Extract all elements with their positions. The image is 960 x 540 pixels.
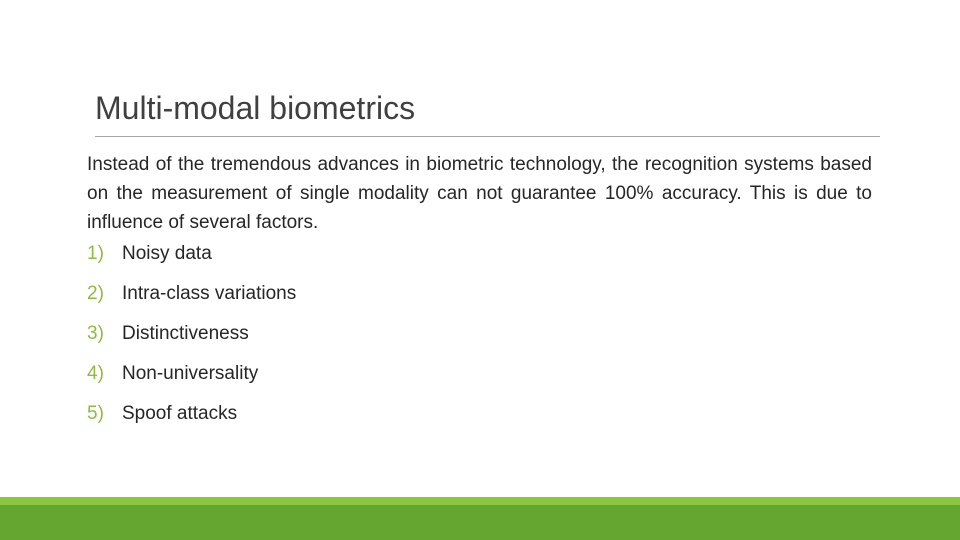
list-item: [87, 278, 296, 318]
list-item-number: 5): [87, 403, 104, 424]
list-item-text: Intra-class variations: [122, 283, 297, 304]
body-paragraph: Instead of the tremendous advances in biometric technology, the recognition systems based on the measurement of single modality can not guarantee 100% accuracy. This is due to influence of several factors.: [87, 154, 872, 233]
footer-accent-stripe: [0, 497, 960, 505]
list-item-text: Noisy data: [122, 243, 212, 264]
list-item-number: 4): [87, 363, 104, 384]
list-item: [87, 238, 296, 278]
list-item: [87, 358, 296, 398]
list-item-number: 3): [87, 323, 104, 344]
list-item-text: Non-universality: [122, 363, 259, 384]
list-item-number: 2): [87, 283, 104, 304]
list-item-text: Spoof attacks: [122, 403, 238, 424]
list-item: [87, 318, 296, 358]
list-item-number: 1): [87, 243, 104, 264]
footer-bar: [0, 505, 960, 540]
slide-title: Multi-modal biometrics: [95, 90, 416, 126]
factor-list: [87, 238, 296, 438]
list-item: [87, 398, 296, 438]
title-underline: [95, 136, 880, 137]
list-item-text: Distinctiveness: [122, 323, 249, 344]
